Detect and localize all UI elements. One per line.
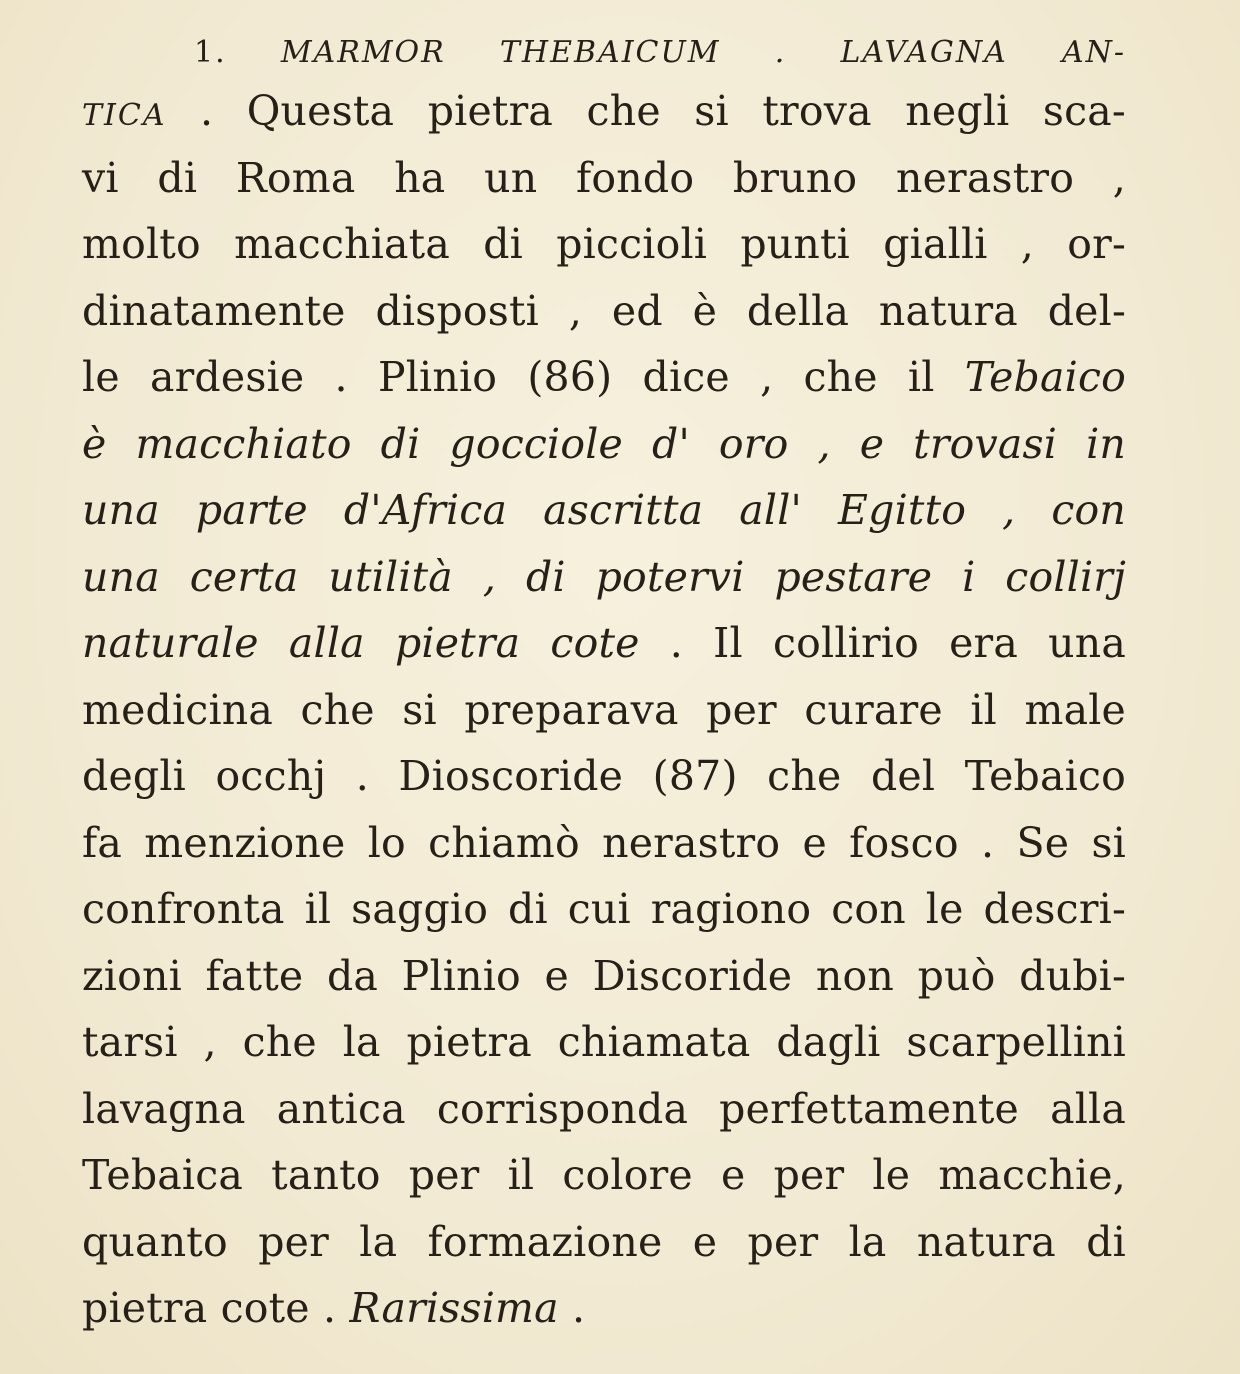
text-line: [82, 1142, 1126, 1209]
italic-text: TICA: [82, 98, 167, 133]
roman-text: lavagna antica corrisponda perfettamente alla: [82, 1084, 1126, 1133]
text-line: [82, 344, 1126, 411]
italic-text: è macchiato di gocciole d' oro , e trovasi in: [82, 419, 1126, 468]
text-line: [82, 1009, 1126, 1076]
text-line: [82, 1209, 1126, 1276]
roman-text: zioni fatte da Plinio e Discoride non può dubi-: [82, 951, 1126, 1000]
text-line: [82, 1275, 1126, 1342]
roman-text: le ardesie . Plinio (86) dice , che il: [82, 353, 965, 401]
body-text: [82, 28, 1126, 1342]
roman-text: vi di Roma ha un fondo bruno nerastro ,: [82, 153, 1126, 202]
section-heading: [82, 28, 1126, 78]
text-line: [82, 78, 1126, 145]
roman-text: .: [558, 1284, 586, 1332]
roman-text: Tebaica tanto per il colore e per le macchie,: [82, 1151, 1126, 1199]
italic-text: MARMOR THEBAICUM . LAVAGNA AN-: [280, 35, 1126, 70]
roman-text: 1.: [194, 35, 281, 70]
text-line: [82, 1076, 1126, 1143]
italic-text: naturale alla pietra cote: [82, 619, 640, 667]
text-line: [82, 544, 1126, 611]
text-line: [82, 677, 1126, 744]
text-line: [82, 810, 1126, 877]
roman-text: quanto per la formazione e per la natura di: [82, 1217, 1126, 1266]
roman-text: confronta il saggio di cui ragiono con le descri-: [82, 885, 1126, 933]
roman-text: . Il collirio era una: [639, 619, 1126, 667]
roman-text: dinatamente disposti , ed è della natura del-: [82, 286, 1126, 335]
roman-text: degli occhj . Dioscoride (87) che del Tebaico: [82, 752, 1126, 800]
italic-text: Rarissima: [349, 1284, 559, 1332]
text-line: [82, 943, 1126, 1010]
text-line: [82, 610, 1126, 677]
text-line: [82, 876, 1126, 943]
text-line: [82, 278, 1126, 345]
italic-text: Tebaico: [964, 353, 1126, 401]
italic-text: una certa utilità , di potervi pestare i collirj: [82, 552, 1126, 601]
roman-text: pietra cote .: [82, 1284, 350, 1332]
roman-text: molto macchiata di piccioli punti gialli , or-: [82, 220, 1126, 268]
text-line: [82, 477, 1126, 544]
text-line: [82, 743, 1126, 810]
roman-text: . Questa pietra che si trova negli sca-: [166, 87, 1126, 135]
roman-text: fa menzione lo chiamò nerastro e fosco . Se si: [82, 818, 1126, 867]
italic-text: una parte d'Africa ascritta all' Egitto , con: [82, 486, 1126, 534]
text-line: [82, 145, 1126, 212]
text-line: [82, 211, 1126, 278]
roman-text: medicina che si preparava per curare il male: [82, 685, 1126, 734]
text-line: [82, 411, 1126, 478]
roman-text: tarsi , che la pietra chiamata dagli scarpellini: [82, 1018, 1126, 1066]
